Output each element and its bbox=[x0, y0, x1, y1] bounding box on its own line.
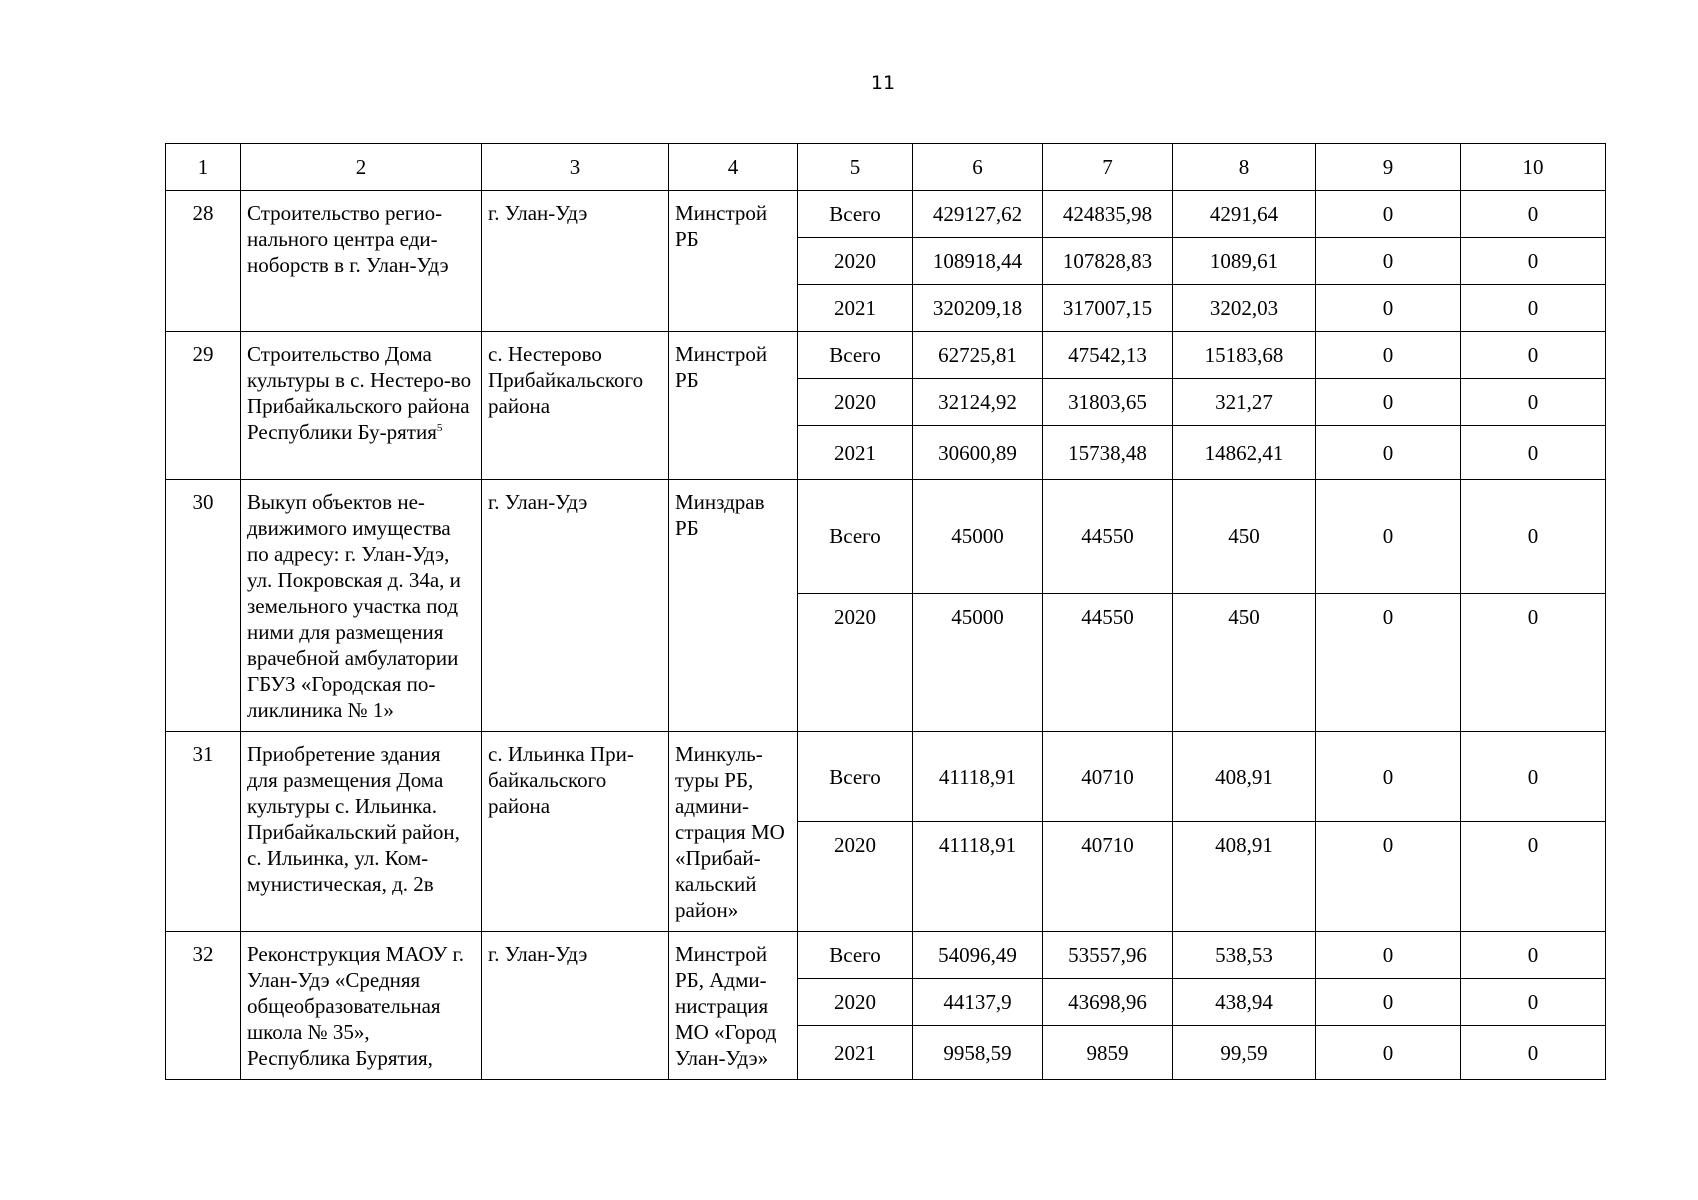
value-cell: 317007,15 bbox=[1043, 285, 1173, 332]
object-name: Приобретение здания для размещения Дома культуры с. Ильинка. Прибайкальский район, с. Ильинка, ул. Ком-мунистическая, д. 2в bbox=[241, 732, 482, 932]
value-cell: 0 bbox=[1316, 979, 1461, 1026]
value-cell: 408,91 bbox=[1173, 732, 1316, 822]
value-cell: 0 bbox=[1316, 426, 1461, 480]
header-cell: 10 bbox=[1461, 144, 1606, 191]
year-cell: Всего bbox=[798, 480, 913, 594]
value-cell: 450 bbox=[1173, 480, 1316, 594]
value-cell: 320209,18 bbox=[913, 285, 1043, 332]
value-cell: 0 bbox=[1461, 732, 1606, 822]
object-name-text: Строительство Дома культуры в с. Нестеро-во Прибайкальского района Республики Бу-рятия bbox=[247, 342, 472, 444]
header-cell: 6 bbox=[913, 144, 1043, 191]
value-cell: 424835,98 bbox=[1043, 191, 1173, 238]
year-cell: 2020 bbox=[798, 979, 913, 1026]
value-cell: 41118,91 bbox=[913, 822, 1043, 932]
value-cell: 54096,49 bbox=[913, 932, 1043, 979]
year-cell: 2020 bbox=[798, 822, 913, 932]
value-cell: 9958,59 bbox=[913, 1026, 1043, 1080]
value-cell: 438,94 bbox=[1173, 979, 1316, 1026]
value-cell: 408,91 bbox=[1173, 822, 1316, 932]
value-cell: 321,27 bbox=[1173, 379, 1316, 426]
row-number: 28 bbox=[166, 191, 241, 332]
responsible-org: Минздрав РБ bbox=[669, 480, 798, 732]
value-cell: 3202,03 bbox=[1173, 285, 1316, 332]
value-cell: 43698,96 bbox=[1043, 979, 1173, 1026]
value-cell: 0 bbox=[1461, 593, 1606, 731]
value-cell: 0 bbox=[1461, 822, 1606, 932]
row-number: 32 bbox=[166, 932, 241, 1080]
value-cell: 30600,89 bbox=[913, 426, 1043, 480]
header-cell: 3 bbox=[482, 144, 669, 191]
value-cell: 15738,48 bbox=[1043, 426, 1173, 480]
object-location: с. Ильинка При-байкальского района bbox=[482, 732, 669, 932]
value-cell: 45000 bbox=[913, 593, 1043, 731]
header-cell: 5 bbox=[798, 144, 913, 191]
value-cell: 53557,96 bbox=[1043, 932, 1173, 979]
value-cell: 0 bbox=[1316, 191, 1461, 238]
value-cell: 44137,9 bbox=[913, 979, 1043, 1026]
row-number: 29 bbox=[166, 332, 241, 480]
page-number: 11 bbox=[870, 72, 896, 94]
value-cell: 99,59 bbox=[1173, 1026, 1316, 1080]
object-location: с. Нестерово Прибайкальского района bbox=[482, 332, 669, 480]
object-name bbox=[241, 332, 482, 480]
table-row bbox=[166, 332, 1606, 379]
header-cell: 4 bbox=[669, 144, 798, 191]
value-cell: 450 bbox=[1173, 593, 1316, 731]
value-cell: 538,53 bbox=[1173, 932, 1316, 979]
year-cell: 2021 bbox=[798, 285, 913, 332]
value-cell: 40710 bbox=[1043, 732, 1173, 822]
header-cell: 1 bbox=[166, 144, 241, 191]
value-cell: 4291,64 bbox=[1173, 191, 1316, 238]
value-cell: 0 bbox=[1461, 332, 1606, 379]
header-row bbox=[166, 144, 1606, 191]
object-name: Реконструкция МАОУ г. Улан-Удэ «Средняя общеобразовательная школа № 35», Республика Бурятия, bbox=[241, 932, 482, 1080]
value-cell: 107828,83 bbox=[1043, 238, 1173, 285]
year-cell: Всего bbox=[798, 932, 913, 979]
year-cell: 2020 bbox=[798, 593, 913, 731]
objects-table bbox=[165, 143, 1606, 1080]
value-cell: 1089,61 bbox=[1173, 238, 1316, 285]
year-cell: Всего bbox=[798, 332, 913, 379]
year-cell: 2021 bbox=[798, 426, 913, 480]
object-name: Строительство регио-нального центра еди-ноборств в г. Улан-Удэ bbox=[241, 191, 482, 332]
header-cell: 9 bbox=[1316, 144, 1461, 191]
value-cell: 0 bbox=[1461, 379, 1606, 426]
value-cell: 15183,68 bbox=[1173, 332, 1316, 379]
value-cell: 9859 bbox=[1043, 1026, 1173, 1080]
responsible-org: Минстрой РБ bbox=[669, 191, 798, 332]
value-cell: 0 bbox=[1316, 1026, 1461, 1080]
value-cell: 44550 bbox=[1043, 593, 1173, 731]
value-cell: 0 bbox=[1461, 238, 1606, 285]
header-cell: 8 bbox=[1173, 144, 1316, 191]
value-cell: 45000 bbox=[913, 480, 1043, 594]
value-cell: 0 bbox=[1316, 932, 1461, 979]
value-cell: 0 bbox=[1316, 238, 1461, 285]
responsible-org: Минкуль-туры РБ, админи-страция МО «Прибай-кальский район» bbox=[669, 732, 798, 932]
header-cell: 7 bbox=[1043, 144, 1173, 191]
object-location: г. Улан-Удэ bbox=[482, 932, 669, 1080]
value-cell: 62725,81 bbox=[913, 332, 1043, 379]
value-cell: 0 bbox=[1461, 1026, 1606, 1080]
value-cell: 0 bbox=[1316, 480, 1461, 594]
value-cell: 429127,62 bbox=[913, 191, 1043, 238]
value-cell: 0 bbox=[1316, 285, 1461, 332]
value-cell: 0 bbox=[1461, 426, 1606, 480]
year-cell: 2021 bbox=[798, 1026, 913, 1080]
value-cell: 0 bbox=[1461, 285, 1606, 332]
value-cell: 0 bbox=[1461, 979, 1606, 1026]
value-cell: 0 bbox=[1316, 822, 1461, 932]
row-number: 30 bbox=[166, 480, 241, 732]
value-cell: 108918,44 bbox=[913, 238, 1043, 285]
row-number: 31 bbox=[166, 732, 241, 932]
value-cell: 14862,41 bbox=[1173, 426, 1316, 480]
responsible-org: Минстрой РБ bbox=[669, 332, 798, 480]
header-cell: 2 bbox=[241, 144, 482, 191]
object-location: г. Улан-Удэ bbox=[482, 191, 669, 332]
value-cell: 40710 bbox=[1043, 822, 1173, 932]
year-cell: Всего bbox=[798, 191, 913, 238]
value-cell: 0 bbox=[1316, 332, 1461, 379]
year-cell: Всего bbox=[798, 732, 913, 822]
table-row bbox=[166, 732, 1606, 822]
value-cell: 47542,13 bbox=[1043, 332, 1173, 379]
value-cell: 0 bbox=[1461, 191, 1606, 238]
object-location: г. Улан-Удэ bbox=[482, 480, 669, 732]
footnote-marker: 5 bbox=[436, 422, 443, 434]
value-cell: 0 bbox=[1316, 732, 1461, 822]
value-cell: 41118,91 bbox=[913, 732, 1043, 822]
object-name: Выкуп объектов не-движимого имущества по адресу: г. Улан-Удэ, ул. Покровская д. 34а, и земельного участка под ними для размещения врачебной амбулатории ГБУЗ «Городская по-ликлиника № 1» bbox=[241, 480, 482, 732]
value-cell: 0 bbox=[1316, 379, 1461, 426]
value-cell: 0 bbox=[1461, 480, 1606, 594]
table-row bbox=[166, 480, 1606, 594]
responsible-org: Минстрой РБ, Адми-нистрация МО «Город Улан-Удэ» bbox=[669, 932, 798, 1080]
year-cell: 2020 bbox=[798, 238, 913, 285]
value-cell: 0 bbox=[1316, 593, 1461, 731]
value-cell: 0 bbox=[1461, 932, 1606, 979]
value-cell: 32124,92 bbox=[913, 379, 1043, 426]
value-cell: 44550 bbox=[1043, 480, 1173, 594]
table-row bbox=[166, 932, 1606, 979]
table-row bbox=[166, 191, 1606, 238]
value-cell: 31803,65 bbox=[1043, 379, 1173, 426]
year-cell: 2020 bbox=[798, 379, 913, 426]
